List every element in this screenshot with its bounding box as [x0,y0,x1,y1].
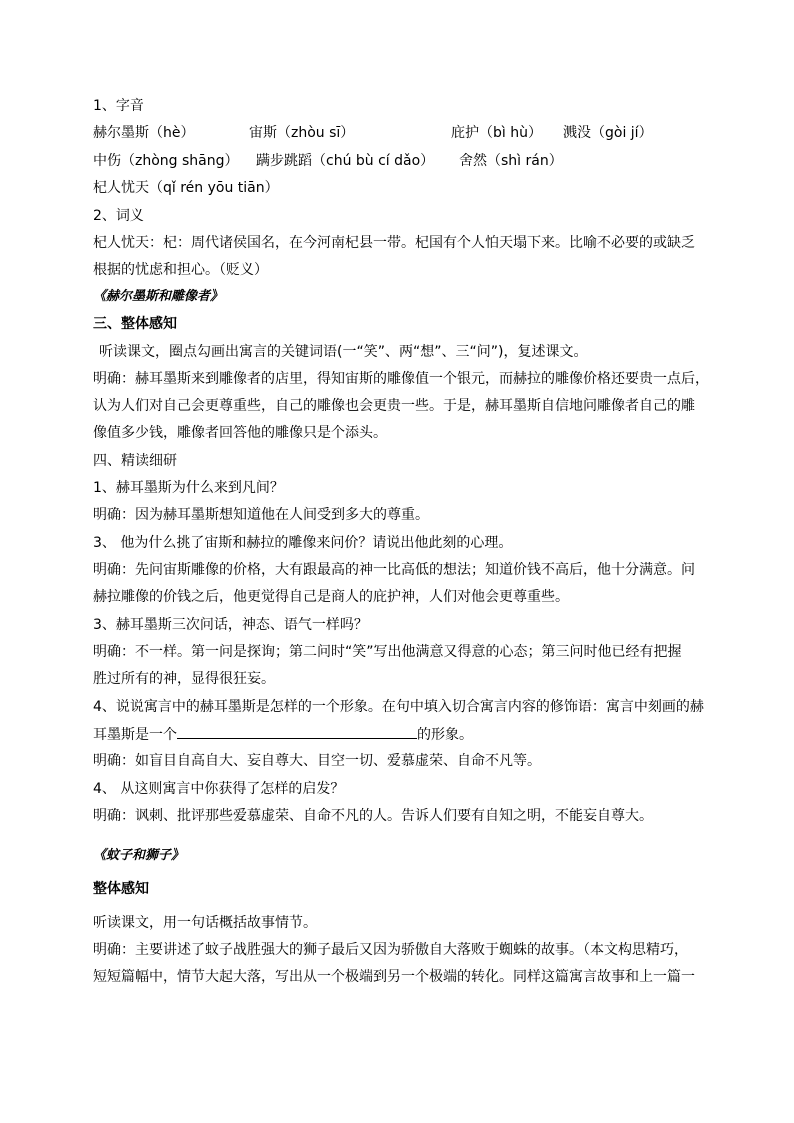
pronunciation-row-2 [93,151,713,171]
question-text: 3、 他为什么挑了宙斯和赫拉的雕像来问价？请说出他此刻的心理。 [93,535,513,551]
section-heading-meaning: 2、词义 [93,208,144,224]
answer-text: 认为人们对自己会更尊重些，自己的雕像也会更贵一些。于是，赫耳墨斯自信地问雕像者自己的雕 [93,398,695,414]
section-heading-close-reading: 四、精读细研 [93,453,177,469]
fill-in-question [93,724,473,745]
pronunciation-item: 舍然（shì rán） [459,153,563,169]
question-text: 耳墨斯是一个 [93,727,177,743]
pronunciation-item: 中伤（zhòng shāng） [93,153,239,169]
answer-text: 明确：讽刺、批评那些爱慕虚荣、自命不凡的人。告诉人们要有自知之明，不能妄自尊大。 [93,808,653,824]
question-text: 听读课文，圈点勾画出寓言的关键词语(一“笑”、两“想”、三“问”)，复述课文。 [99,344,588,360]
answer-text: 像值多少钱，雕像者回答他的雕像只是个添头。 [93,425,387,441]
section-heading-overall: 三、整体感知 [93,316,177,332]
pronunciation-row-1 [93,123,713,143]
pronunciation-item: 赫尔墨斯（hè） [93,125,195,141]
answer-text: 赫拉雕像的价钱之后，他更觉得自己是商人的庇护神，人们对他会更尊重些。 [93,589,569,605]
pronunciation-row-3: 杞人忧天（qǐ rén yōu tiān） [93,180,279,196]
question-text: 的形象。 [417,727,473,743]
story-title-hermes: 《赫尔墨斯和雕像者》 [93,289,224,304]
question-text: 3、赫耳墨斯三次问话，神态、语气一样吗？ [93,617,368,633]
pronunciation-item: 蹒步跳蹈（chú bù cí dǎo） [256,153,435,169]
meaning-text: 根据的忧虑和担心。（贬义） [93,262,268,278]
section-heading-pronunciation: 1、字音 [93,98,144,114]
question-text: 4、说说寓言中的赫耳墨斯是怎样的一个形象。在句中填入切合寓言内容的修饰语：寓言中刻画的赫 [93,699,704,715]
story-title-mosquito: 《蚊子和狮子》 [93,848,185,863]
question-text: 听读课文，用一句话概括故事情节。 [93,915,317,931]
question-text: 1、赫耳墨斯为什么来到凡间？ [93,480,284,496]
section-heading-overall-2: 整体感知 [93,881,149,897]
answer-text: 明确：赫耳墨斯来到雕像者的店里，得知宙斯的雕像值一个银元，而赫拉的雕像价格还要贵一点后， [93,371,709,387]
pronunciation-item: 宙斯（zhòu sī） [249,125,355,141]
answer-text: 明确：不一样。第一问是探询；第二问时“笑”写出他满意又得意的心态；第三问时他已经有把握 [93,644,682,660]
answer-text: 短短篇幅中，情节大起大落，写出从一个极端到另一个极端的转化。同样这篇寓言故事和上一篇一 [93,969,695,985]
answer-text: 明确：先问宙斯雕像的价格，大有跟最高的神一比高低的想法；知道价钱不高后，他十分满意。问 [93,562,695,578]
answer-text: 明确：如盲目自高自大、妄自尊大、目空一切、爱慕虚荣、自命不凡等。 [93,753,541,769]
question-text: 4、 从这则寓言中你获得了怎样的启发？ [93,781,345,797]
answer-text: 明确：主要讲述了蚊子战胜强大的狮子最后又因为骄傲自大落败于蜘蛛的故事。（本文构思精巧， [93,942,688,958]
answer-text: 胜过所有的神，显得很狂妄。 [93,671,275,687]
fill-in-blank[interactable] [177,724,417,739]
meaning-text: 杞人忧天：杞：周代诸侯国名，在今河南杞县一带。杞国有个人怕天塌下来。比喻不必要的或缺乏 [93,235,695,251]
pronunciation-item: 庇护（bì hù） [451,125,542,141]
answer-text: 明确：因为赫耳墨斯想知道他在人间受到多大的尊重。 [93,507,429,523]
pronunciation-item: 溅没（gòi jí） [563,125,653,141]
